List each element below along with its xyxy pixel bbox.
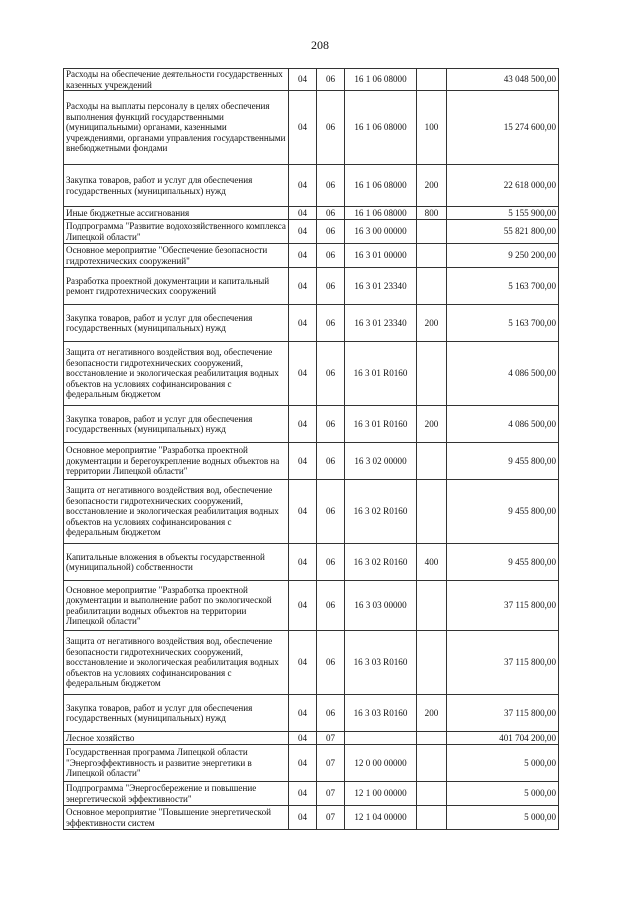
row-sum: 5 000,00 [447,745,559,782]
row-rz: 04 [289,207,317,220]
row-rz: 04 [289,165,317,207]
row-csr: 16 3 03 R0160 [345,631,417,695]
budget-table [63,68,559,830]
row-rz: 04 [289,69,317,91]
row-csr: 12 1 00 00000 [345,782,417,806]
row-pr: 06 [317,91,345,165]
row-sum: 55 821 800,00 [447,220,559,244]
row-csr: 16 1 06 08000 [345,165,417,207]
row-pr: 06 [317,406,345,443]
row-pr: 07 [317,745,345,782]
row-rz: 04 [289,631,317,695]
row-rz: 04 [289,480,317,544]
row-csr: 16 3 01 23340 [345,268,417,305]
row-sum: 37 115 800,00 [447,631,559,695]
row-vr [417,480,447,544]
row-sum: 5 163 700,00 [447,268,559,305]
row-csr: 16 1 06 08000 [345,69,417,91]
row-rz: 04 [289,244,317,268]
table-row [64,268,559,305]
row-name: Защита от негативного воздействия вод, обеспечение безопасности гидротехнических сооружений, восстановление и экологическая реабилитация водных объектов на условиях софинансирования с федеральным бюджетом [64,480,289,544]
row-vr [417,244,447,268]
row-csr: 16 3 03 R0160 [345,695,417,732]
row-pr: 06 [317,207,345,220]
row-sum: 5 000,00 [447,806,559,830]
row-name: Расходы на обеспечение деятельности государственных казенных учреждений [64,69,289,91]
table-row [64,581,559,631]
row-rz: 04 [289,581,317,631]
row-vr [417,69,447,91]
row-vr: 200 [417,305,447,342]
page-number: 208 [311,38,329,52]
row-rz: 04 [289,732,317,745]
row-sum: 5 155 900,00 [447,207,559,220]
row-csr: 16 3 01 R0160 [345,342,417,406]
row-name: Основное мероприятие "Разработка проектной документации и берегоукрепление водных объектов на территории Липецкой области" [64,443,289,480]
row-name: Закупка товаров, работ и услуг для обеспечения государственных (муниципальных) нужд [64,695,289,732]
table-row [64,342,559,406]
table-row [64,220,559,244]
row-rz: 04 [289,544,317,581]
row-vr [417,220,447,244]
row-name: Основное мероприятие "Обеспечение безопасности гидротехнических сооружений" [64,244,289,268]
row-csr: 16 1 06 08000 [345,207,417,220]
table-row [64,782,559,806]
row-name: Государственная программа Липецкой области "Энергоэффективность и развитие энергетики в Липецкой области" [64,745,289,782]
row-rz: 04 [289,268,317,305]
row-name: Лесное хозяйство [64,732,289,745]
row-rz: 04 [289,220,317,244]
row-pr: 06 [317,443,345,480]
row-csr: 12 1 04 00000 [345,806,417,830]
row-vr [417,732,447,745]
row-rz: 04 [289,91,317,165]
table-row [64,305,559,342]
row-name: Закупка товаров, работ и услуг для обеспечения государственных (муниципальных) нужд [64,165,289,207]
table-row [64,732,559,745]
row-sum: 401 704 200,00 [447,732,559,745]
row-sum: 9 455 800,00 [447,443,559,480]
row-sum: 5 163 700,00 [447,305,559,342]
table-row [64,806,559,830]
row-pr: 06 [317,69,345,91]
row-csr: 16 3 01 23340 [345,305,417,342]
table-row [64,165,559,207]
row-sum: 4 086 500,00 [447,406,559,443]
table-row [64,91,559,165]
row-sum: 9 250 200,00 [447,244,559,268]
row-rz: 04 [289,443,317,480]
row-vr [417,342,447,406]
row-name: Разработка проектной документации и капитальный ремонт гидротехнических сооружений [64,268,289,305]
row-sum: 43 048 500,00 [447,69,559,91]
table-row [64,443,559,480]
row-sum: 15 274 600,00 [447,91,559,165]
row-vr: 200 [417,165,447,207]
row-pr: 07 [317,782,345,806]
row-vr [417,268,447,305]
row-rz: 04 [289,745,317,782]
row-name: Защита от негативного воздействия вод, обеспечение безопасности гидротехнических сооружений, восстановление и экологическая реабилитация водных объектов на условиях софинансирования с федеральным бюджетом [64,342,289,406]
table-row [64,695,559,732]
row-rz: 04 [289,806,317,830]
row-vr: 200 [417,406,447,443]
row-vr [417,581,447,631]
row-csr: 16 3 02 R0160 [345,544,417,581]
row-pr: 06 [317,342,345,406]
row-vr [417,806,447,830]
table-row [64,544,559,581]
row-pr: 06 [317,165,345,207]
row-vr [417,443,447,480]
row-csr: 16 3 01 00000 [345,244,417,268]
row-name: Основное мероприятие "Разработка проектной документации и выполнение работ по экологической реабилитации водных объектов на территории Липецкой области" [64,581,289,631]
row-sum: 22 618 000,00 [447,165,559,207]
row-pr: 07 [317,806,345,830]
row-csr [345,732,417,745]
row-pr: 06 [317,631,345,695]
row-name: Капитальные вложения в объекты государственной (муниципальной) собственности [64,544,289,581]
row-name: Подпрограмма "Развитие водохозяйственного комплекса Липецкой области" [64,220,289,244]
table-row [64,631,559,695]
row-csr: 16 3 03 00000 [345,581,417,631]
row-name: Закупка товаров, работ и услуг для обеспечения государственных (муниципальных) нужд [64,305,289,342]
row-csr: 16 3 01 R0160 [345,406,417,443]
row-rz: 04 [289,695,317,732]
row-pr: 06 [317,268,345,305]
row-csr: 12 0 00 00000 [345,745,417,782]
table-row [64,745,559,782]
row-rz: 04 [289,305,317,342]
row-sum: 4 086 500,00 [447,342,559,406]
row-pr: 07 [317,732,345,745]
row-csr: 16 3 02 00000 [345,443,417,480]
row-pr: 06 [317,581,345,631]
row-vr [417,745,447,782]
row-vr: 800 [417,207,447,220]
row-pr: 06 [317,544,345,581]
row-rz: 04 [289,406,317,443]
row-pr: 06 [317,244,345,268]
row-name: Подпрограмма "Энергосбережение и повышение энергетической эффективности" [64,782,289,806]
row-csr: 16 3 02 R0160 [345,480,417,544]
row-rz: 04 [289,782,317,806]
row-sum: 37 115 800,00 [447,695,559,732]
row-pr: 06 [317,480,345,544]
table-row [64,406,559,443]
table-row [64,480,559,544]
row-name: Основное мероприятие "Повышение энергетической эффективности систем [64,806,289,830]
row-name: Закупка товаров, работ и услуг для обеспечения государственных (муниципальных) нужд [64,406,289,443]
row-pr: 06 [317,220,345,244]
row-name: Защита от негативного воздействия вод, обеспечение безопасности гидротехнических сооружений, восстановление и экологическая реабилитация водных объектов на условиях софинансирования с федеральным бюджетом [64,631,289,695]
table-row [64,69,559,91]
row-vr: 100 [417,91,447,165]
row-sum: 37 115 800,00 [447,581,559,631]
row-csr: 16 3 00 00000 [345,220,417,244]
row-name: Иные бюджетные ассигнования [64,207,289,220]
row-rz: 04 [289,342,317,406]
table-row [64,244,559,268]
table-row [64,207,559,220]
row-pr: 06 [317,305,345,342]
row-sum: 9 455 800,00 [447,480,559,544]
row-vr: 200 [417,695,447,732]
row-sum: 9 455 800,00 [447,544,559,581]
row-csr: 16 1 06 08000 [345,91,417,165]
row-sum: 5 000,00 [447,782,559,806]
row-pr: 06 [317,695,345,732]
row-vr [417,631,447,695]
row-name: Расходы на выплаты персоналу в целях обеспечения выполнения функций государственными (муниципальными) органами, казенными учреждениями, органами управления государственными внебюджетными фондами [64,91,289,165]
row-vr [417,782,447,806]
row-vr: 400 [417,544,447,581]
